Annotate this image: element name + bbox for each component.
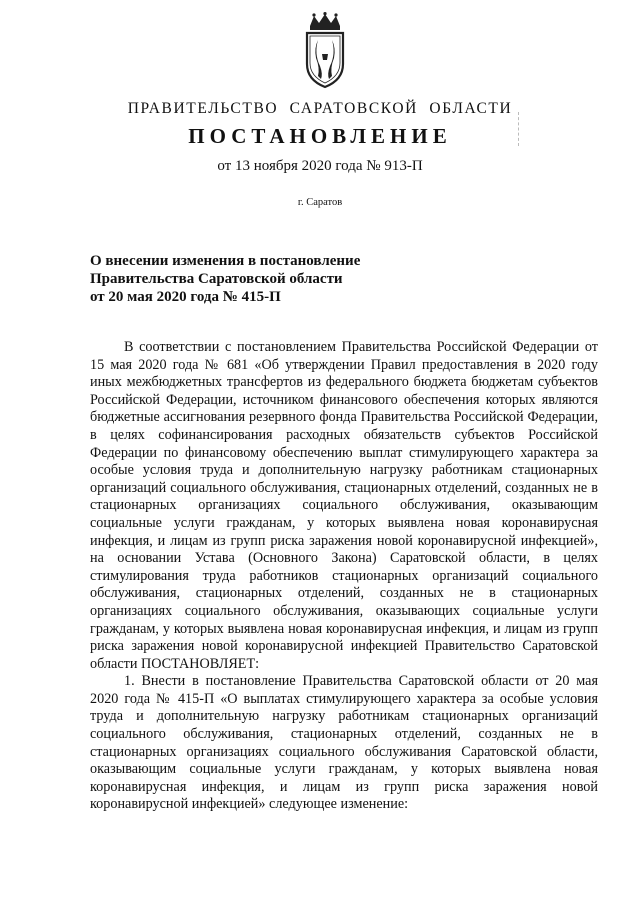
subject-line: О внесении изменения в постановление <box>90 253 361 269</box>
saratov-coat-of-arms-icon <box>300 12 350 90</box>
document-body <box>90 339 598 814</box>
document-city: г. Саратов <box>297 197 343 208</box>
subject-line: от 20 мая 2020 года № 415-П <box>90 289 281 305</box>
preamble-paragraph: В соответствии с постановлением Правительства Российской Федерации от 15 мая 2020 года № 681 «Об утверждении Правил предоставления в 2020 году иных межбюджетных трансфертов из федерального бюджета бюджетам субъектов Российской Федерации, источником финансового обеспечения которых являются бюджетные ассигнования резервного фонда Правительства Российской Федерации, в целях софинансирования расходных обязательств субъектов Российской Федерации по финансовому обеспечению выплат стимулирующего характера за особые условия труда и дополнительную нагрузку работникам стационарных организаций социального обслуживания, стационарных отделений, созданных не в стационарных организациях социального обслуживания, оказывающим социальные услуги гражданам, у которых выявлена новая коронавирусная инфекция, и лицам из групп риска заражения новой коронавирусной инфекцией», на основании Устава (Основного Закона) Саратовской области, в целях стимулирования труда работников стационарных организаций социального обслуживания, стационарных отделений, созданных не в стационарных организациях социального обслуживания, оказывающих социальные услуги гражданам, у которых выявлена новая коронавирусная инфекция, и лицам из групп риска заражения новой коронавирусной инфекцией Правительство Саратовской области ПОСТАНОВЛЯЕТ: <box>90 339 598 672</box>
document-type: ПОСТАНОВЛЕНИЕ <box>188 124 452 148</box>
item-1-paragraph: 1. Внести в постановление Правительства Саратовской области от 20 мая 2020 года № 415-П «О выплатах стимулирующего характера за особые условия труда и дополнительную нагрузку работникам стационарных организаций социального обслуживания, стационарных отделений, созданных не в стационарных организациях социального обслуживания Саратовской области, оказывающим социальные услуги гражданам, у которых выявлена новая коронавирусная инфекция, и лицам из групп риска заражения новой коронавирусной инфекцией» следующее изменение: <box>90 673 598 813</box>
document-date-number: от 13 ноября 2020 года № 913-П <box>217 158 423 174</box>
document-subject <box>90 252 420 306</box>
organization-name: ПРАВИТЕЛЬСТВО САРАТОВСКОЙ ОБЛАСТИ <box>127 100 513 117</box>
subject-line: Правительства Саратовской области <box>90 271 343 287</box>
